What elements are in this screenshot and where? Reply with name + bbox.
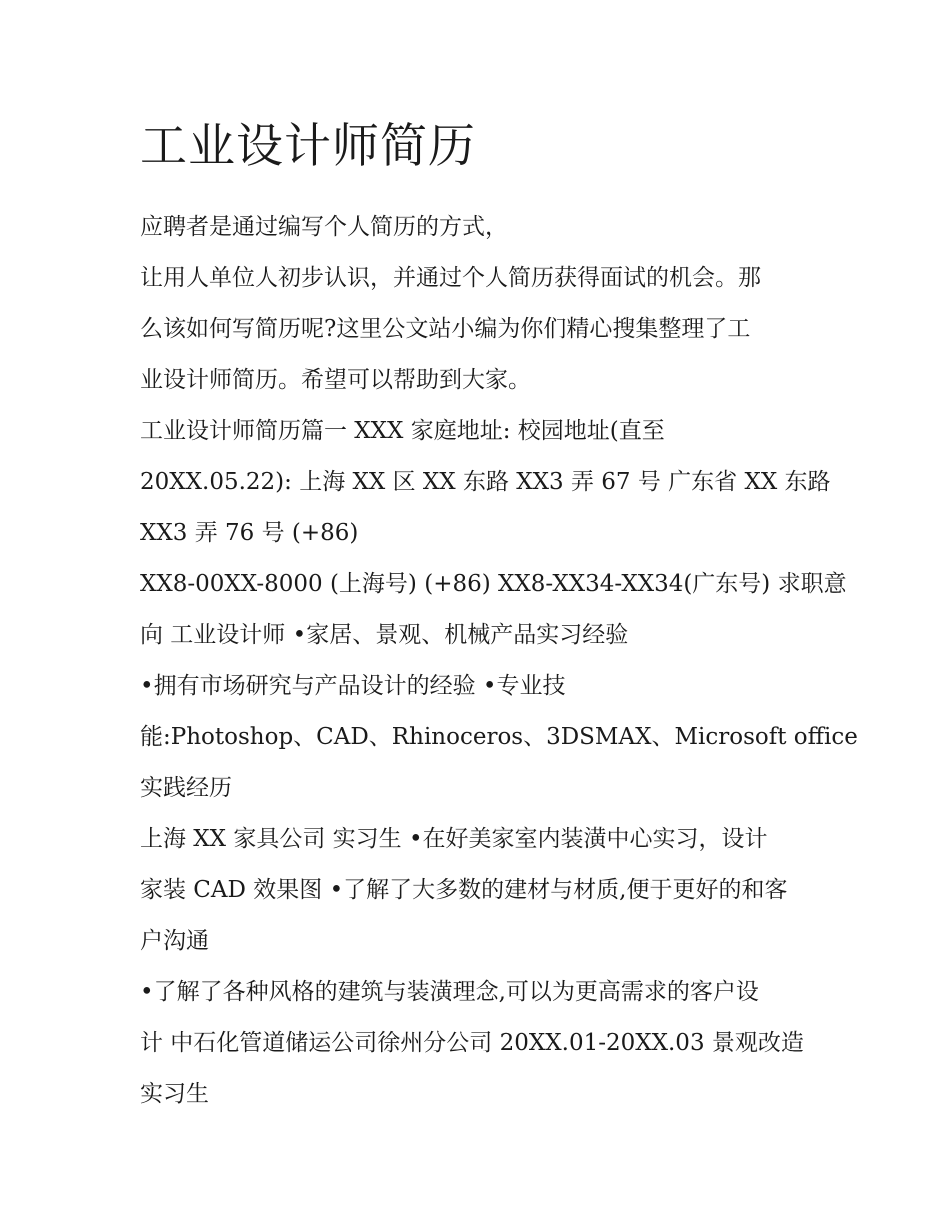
body-line: 20XX.05.22): 上海 XX 区 XX 东路 XX3 弄 67 号 广东省 XX 东路 [140,469,831,495]
body-line: 户沟通 [140,928,209,954]
body-line: 上海 XX 家具公司 实习生 •在好美家室内装潢中心实习，设计 [140,826,768,852]
body-line: •拥有市场研究与产品设计的经验 •专业技 [140,673,566,699]
body-line: 家装 CAD 效果图 •了解了大多数的建材与材质,便于更好的和客 [140,877,788,903]
body-line: 计 中石化管道储运公司徐州分公司 20XX.01-20XX.03 景观改造 [140,1030,804,1056]
body-line: 应聘者是通过编写个人简历的方式， [140,214,508,240]
body-line: 向 工业设计师 •家居、景观、机械产品实习经验 [140,622,629,648]
body-line: XX8-00XX-8000 (上海号) (+86) XX8-XX34-XX34(广东号) 求职意 [140,571,847,597]
document-title: 工业设计师简历 [140,119,476,174]
body-line: 能:Photoshop、CAD、Rhinoceros、3DSMAX、Microsoft office [140,724,858,750]
body-line: 让用人单位人初步认识，并通过个人简历获得面试的机会。那 [140,265,761,291]
section-heading-practice: 实践经历 [140,775,232,801]
body-line: 业设计师简历。希望可以帮助到大家。 [140,367,531,393]
document-page [140,112,858,1120]
body-line: •了解了各种风格的建筑与装潢理念,可以为更高需求的客户设 [140,979,759,1005]
body-line: 工业设计师简历篇一 XXX 家庭地址: 校园地址(直至 [140,418,665,444]
body-line: XX3 弄 76 号 (+86) [140,520,359,546]
body-line: 么该如何写简历呢?这里公文站小编为你们精心搜集整理了工 [140,316,751,342]
body-line: 实习生 [140,1081,209,1107]
